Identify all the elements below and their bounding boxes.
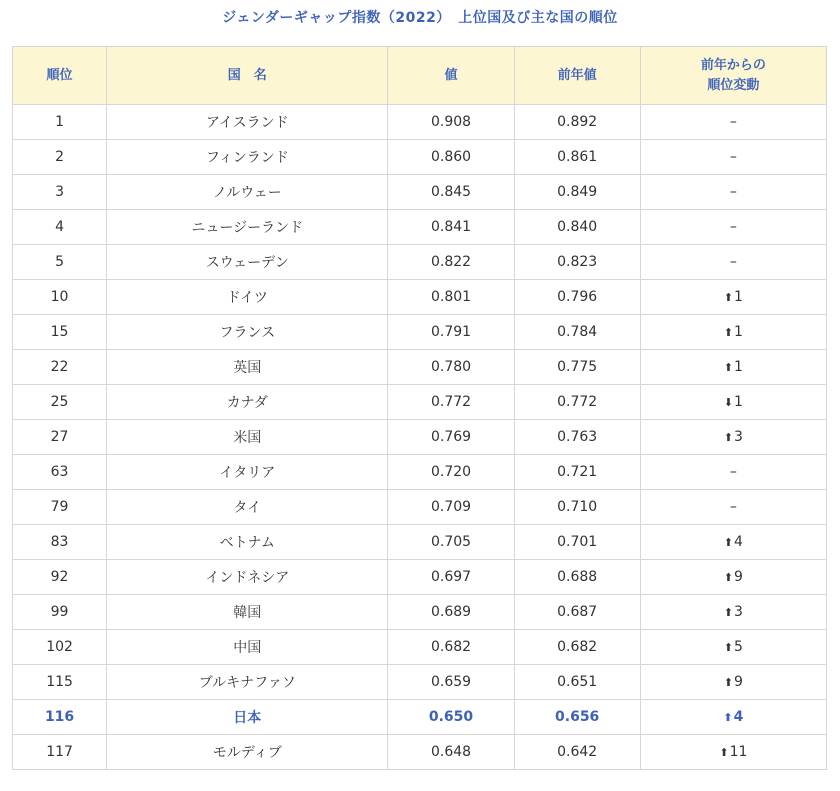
country-cell: モルディブ	[107, 735, 388, 770]
up-arrow-icon: ⬆	[719, 746, 729, 759]
value-cell: 0.841	[388, 210, 514, 245]
gender-gap-table	[12, 46, 827, 770]
rank-change-value: 1	[734, 289, 743, 305]
value-cell: 0.697	[388, 560, 514, 595]
header-rank-change-line1: 前年からの	[700, 57, 766, 73]
table-body	[13, 105, 827, 770]
rank-change-value: 3	[734, 429, 743, 445]
prev-value-cell: 0.892	[514, 105, 640, 140]
value-cell: 0.860	[388, 140, 514, 175]
prev-value-cell: 0.651	[514, 665, 640, 700]
rank-cell: 83	[13, 525, 107, 560]
prev-value-cell: 0.840	[514, 210, 640, 245]
rank-cell: 79	[13, 490, 107, 525]
rank-change-value: –	[729, 464, 737, 480]
country-cell: 日本	[107, 700, 388, 735]
rank-cell: 116	[13, 700, 107, 735]
rank-cell: 22	[13, 350, 107, 385]
rank-change-value: –	[729, 499, 737, 515]
country-cell: ドイツ	[107, 280, 388, 315]
rank-cell: 92	[13, 560, 107, 595]
value-cell: 0.705	[388, 525, 514, 560]
table-row	[13, 560, 827, 595]
country-cell: スウェーデン	[107, 245, 388, 280]
table-row	[13, 665, 827, 700]
value-cell: 0.845	[388, 175, 514, 210]
rank-change-cell	[640, 595, 826, 630]
rank-change-value: 4	[734, 534, 743, 550]
up-arrow-icon: ⬆	[723, 711, 733, 724]
rank-change-cell	[640, 105, 826, 140]
table-row	[13, 175, 827, 210]
table-row	[13, 455, 827, 490]
rank-cell: 63	[13, 455, 107, 490]
value-cell: 0.648	[388, 735, 514, 770]
table-row	[13, 595, 827, 630]
country-cell: インドネシア	[107, 560, 388, 595]
rank-cell: 5	[13, 245, 107, 280]
up-arrow-icon: ⬆	[723, 291, 734, 304]
rank-change-cell	[640, 560, 826, 595]
prev-value-cell: 0.772	[514, 385, 640, 420]
rank-change-value: 5	[734, 639, 743, 655]
prev-value-cell: 0.849	[514, 175, 640, 210]
value-cell: 0.720	[388, 455, 514, 490]
country-cell: 韓国	[107, 595, 388, 630]
prev-value-cell: 0.784	[514, 315, 640, 350]
value-cell: 0.822	[388, 245, 514, 280]
rank-cell: 10	[13, 280, 107, 315]
rank-change-cell	[640, 525, 826, 560]
rank-change-cell	[640, 210, 826, 245]
up-arrow-icon: ⬆	[723, 536, 734, 549]
country-cell: ノルウェー	[107, 175, 388, 210]
prev-value-cell: 0.796	[514, 280, 640, 315]
rank-cell: 1	[13, 105, 107, 140]
rank-change-value: 9	[734, 569, 743, 585]
table-row	[13, 245, 827, 280]
rank-change-value: –	[729, 184, 737, 200]
table-row	[13, 735, 827, 770]
country-cell: ブルキナファソ	[107, 665, 388, 700]
value-cell: 0.650	[388, 700, 514, 735]
up-arrow-icon: ⬆	[723, 676, 734, 689]
rank-change-value: –	[729, 254, 737, 270]
prev-value-cell: 0.682	[514, 630, 640, 665]
table-row	[13, 140, 827, 175]
rank-cell: 3	[13, 175, 107, 210]
prev-value-cell: 0.775	[514, 350, 640, 385]
prev-value-cell: 0.687	[514, 595, 640, 630]
value-cell: 0.772	[388, 385, 514, 420]
table-row	[13, 420, 827, 455]
up-arrow-icon: ⬆	[723, 571, 734, 584]
up-arrow-icon: ⬆	[723, 641, 734, 654]
prev-value-cell: 0.688	[514, 560, 640, 595]
table-row	[13, 105, 827, 140]
page-title: ジェンダーギャップ指数（2022） 上位国及び主な国の順位	[222, 10, 618, 26]
rank-cell: 2	[13, 140, 107, 175]
rank-change-value: –	[729, 149, 737, 165]
country-cell: フィンランド	[107, 140, 388, 175]
rank-change-cell	[640, 455, 826, 490]
rank-cell: 25	[13, 385, 107, 420]
up-arrow-icon: ⬆	[723, 606, 734, 619]
down-arrow-icon: ⬇	[723, 396, 734, 409]
table-row	[13, 385, 827, 420]
rank-cell: 15	[13, 315, 107, 350]
table-row	[13, 280, 827, 315]
rank-cell: 117	[13, 735, 107, 770]
rank-change-value: 1	[734, 324, 743, 340]
prev-value-cell: 0.656	[514, 700, 640, 735]
header-rank-change	[640, 47, 826, 105]
value-cell: 0.689	[388, 595, 514, 630]
value-cell: 0.769	[388, 420, 514, 455]
prev-value-cell: 0.861	[514, 140, 640, 175]
prev-value-cell: 0.763	[514, 420, 640, 455]
rank-change-value: 4	[733, 709, 744, 725]
country-cell: フランス	[107, 315, 388, 350]
value-cell: 0.791	[388, 315, 514, 350]
rank-change-cell	[640, 315, 826, 350]
rank-cell: 115	[13, 665, 107, 700]
header-rank-change-line2: 順位変動	[707, 77, 760, 93]
table-row	[13, 315, 827, 350]
country-cell: 米国	[107, 420, 388, 455]
rank-change-cell	[640, 490, 826, 525]
rank-cell: 27	[13, 420, 107, 455]
value-cell: 0.682	[388, 630, 514, 665]
table-row	[13, 525, 827, 560]
country-cell: 中国	[107, 630, 388, 665]
rank-change-cell	[640, 735, 826, 770]
rank-change-cell	[640, 665, 826, 700]
rank-change-value: 11	[729, 744, 748, 760]
prev-value-cell: 0.721	[514, 455, 640, 490]
country-cell: イタリア	[107, 455, 388, 490]
table-row	[13, 490, 827, 525]
table-row	[13, 210, 827, 245]
value-cell: 0.659	[388, 665, 514, 700]
prev-value-cell: 0.823	[514, 245, 640, 280]
rank-change-cell	[640, 630, 826, 665]
prev-value-cell: 0.642	[514, 735, 640, 770]
country-cell: アイスランド	[107, 105, 388, 140]
rank-change-cell	[640, 245, 826, 280]
rank-change-cell	[640, 280, 826, 315]
rank-change-value: –	[729, 114, 737, 130]
rank-change-value: 3	[734, 604, 743, 620]
rank-change-value: 9	[734, 674, 743, 690]
up-arrow-icon: ⬆	[723, 326, 734, 339]
value-cell: 0.801	[388, 280, 514, 315]
table-row	[13, 350, 827, 385]
rank-change-cell	[640, 140, 826, 175]
rank-change-value: 1	[734, 359, 743, 375]
rank-change-cell	[640, 420, 826, 455]
country-cell: タイ	[107, 490, 388, 525]
value-cell: 0.709	[388, 490, 514, 525]
up-arrow-icon: ⬆	[723, 431, 734, 444]
rank-change-value: 1	[734, 394, 743, 410]
prev-value-cell: 0.701	[514, 525, 640, 560]
rank-change-cell	[640, 385, 826, 420]
table-row	[13, 630, 827, 665]
country-cell: ベトナム	[107, 525, 388, 560]
header-country: 国 名	[107, 47, 388, 105]
country-cell: カナダ	[107, 385, 388, 420]
header-value: 値	[388, 47, 514, 105]
country-cell: ニュージーランド	[107, 210, 388, 245]
table-header-row	[13, 47, 827, 105]
rank-cell: 99	[13, 595, 107, 630]
value-cell: 0.908	[388, 105, 514, 140]
rank-cell: 4	[13, 210, 107, 245]
rank-cell: 102	[13, 630, 107, 665]
prev-value-cell: 0.710	[514, 490, 640, 525]
rank-change-cell	[640, 175, 826, 210]
rank-change-cell	[640, 700, 826, 735]
value-cell: 0.780	[388, 350, 514, 385]
up-arrow-icon: ⬆	[723, 361, 734, 374]
header-rank: 順位	[13, 47, 107, 105]
rank-change-cell	[640, 350, 826, 385]
country-cell: 英国	[107, 350, 388, 385]
table-row	[13, 700, 827, 735]
rank-change-value: –	[729, 219, 737, 235]
header-prev-value: 前年値	[514, 47, 640, 105]
